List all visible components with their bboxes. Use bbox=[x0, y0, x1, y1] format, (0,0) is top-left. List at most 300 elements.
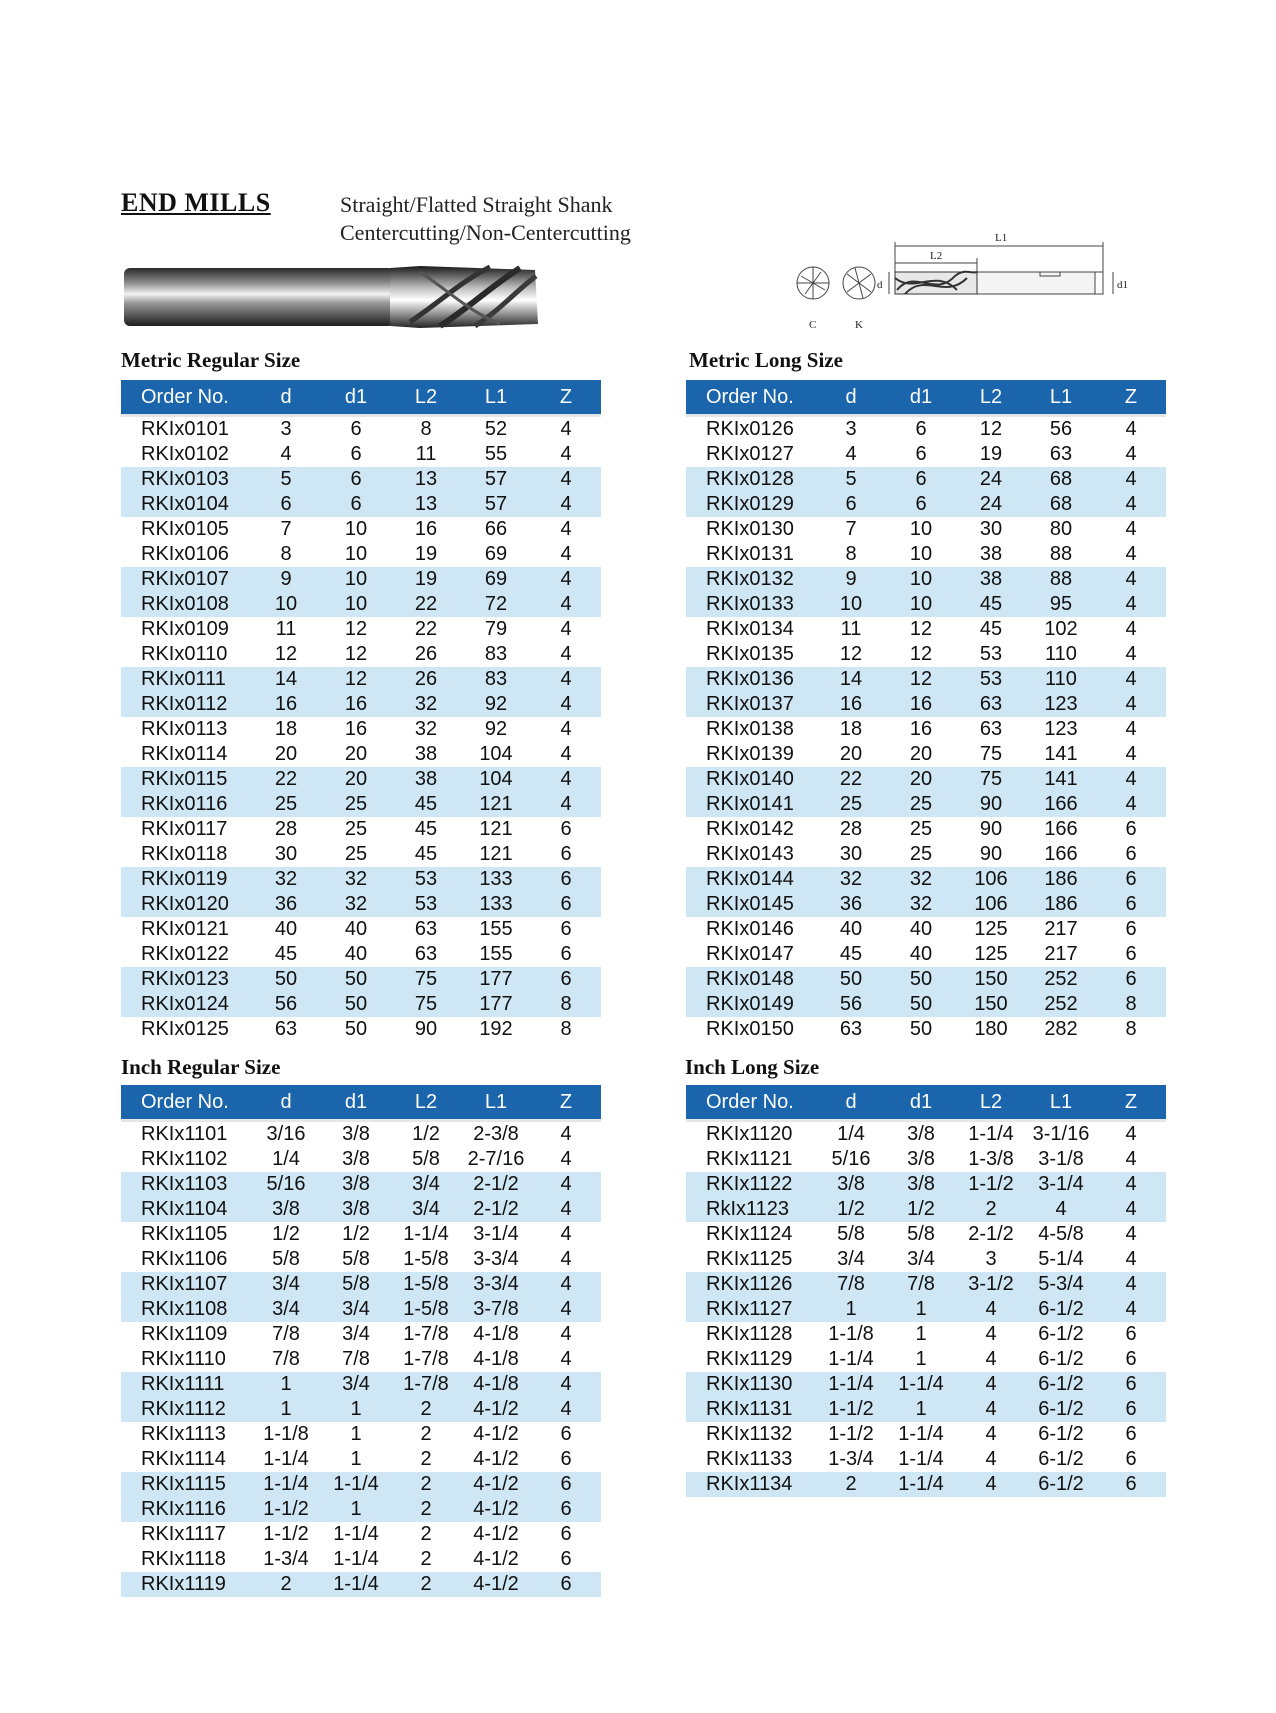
table-cell: 1-1/4 bbox=[816, 1372, 886, 1397]
table-cell: 6 bbox=[1096, 892, 1166, 917]
table-cell: 3-7/8 bbox=[461, 1297, 531, 1322]
table-row bbox=[121, 667, 601, 692]
table-cell: 4 bbox=[560, 618, 572, 640]
table-cell: 56 bbox=[251, 992, 321, 1017]
table-cell: 125 bbox=[974, 918, 1008, 940]
table-cell: RKIx0119 bbox=[121, 867, 251, 892]
table-cell: 45 bbox=[414, 843, 438, 865]
table-cell: RKIx0128 bbox=[686, 467, 816, 492]
table-cell: RKIx0125 bbox=[141, 1018, 229, 1040]
table-cell: 141 bbox=[1044, 743, 1078, 765]
table-cell: 53 bbox=[956, 667, 1026, 692]
table-cell: 88 bbox=[1026, 567, 1096, 592]
table-cell: RKIx1119 bbox=[121, 1572, 251, 1597]
table-cell: RKIx1128 bbox=[706, 1323, 793, 1345]
table-cell: 3/8 bbox=[342, 1148, 370, 1170]
table-row bbox=[686, 717, 1166, 742]
table-cell: 66 bbox=[484, 518, 508, 540]
table-cell: RKIx0129 bbox=[686, 492, 816, 517]
table-cell: 3/8 bbox=[886, 1172, 956, 1197]
table-cell: 26 bbox=[391, 667, 461, 692]
table-row bbox=[121, 992, 601, 1017]
table-cell: 28 bbox=[274, 818, 298, 840]
table-cell: 1-1/4 bbox=[333, 1548, 379, 1570]
table-cell: 4-1/2 bbox=[473, 1548, 519, 1570]
table-row bbox=[686, 617, 1166, 642]
table-cell: 22 bbox=[391, 592, 461, 617]
table-cell: RKIx1113 bbox=[141, 1423, 226, 1445]
table-cell: 6 bbox=[560, 818, 572, 840]
table-cell: 4 bbox=[531, 1297, 601, 1322]
table-cell: 25 bbox=[321, 792, 391, 817]
table-cell: RKIx0124 bbox=[121, 992, 251, 1017]
table-cell: 3 bbox=[845, 418, 857, 440]
table-cell: 11 bbox=[840, 618, 862, 640]
table-cell: 16 bbox=[909, 718, 933, 740]
table-cell: 63 bbox=[1049, 443, 1073, 465]
table-cell: RKIx1131 bbox=[686, 1397, 816, 1422]
table-cell: 2 bbox=[391, 1397, 461, 1422]
table-cell: 3 bbox=[280, 418, 292, 440]
table-row bbox=[686, 1247, 1166, 1272]
table-cell: 7/8 bbox=[886, 1272, 956, 1297]
table-cell: 3/4 bbox=[251, 1297, 321, 1322]
table-row bbox=[686, 592, 1166, 617]
table-cell: 4-1/2 bbox=[473, 1423, 519, 1445]
table-cell: 25 bbox=[909, 818, 933, 840]
table-row bbox=[686, 892, 1166, 917]
table-row bbox=[686, 917, 1166, 942]
table-header-row bbox=[686, 380, 1166, 416]
table-cell: 4 bbox=[560, 443, 572, 465]
end-mill-photo bbox=[120, 262, 540, 332]
table-row bbox=[121, 1397, 601, 1422]
table-cell: 6 bbox=[1125, 1323, 1137, 1345]
table-row bbox=[686, 492, 1166, 517]
table-cell: 4 bbox=[1096, 692, 1166, 717]
table-cell: 1 bbox=[321, 1397, 391, 1422]
table-cell: RKIx1114 bbox=[141, 1448, 226, 1470]
table-cell: 32 bbox=[886, 867, 956, 892]
table-row bbox=[686, 742, 1166, 767]
table-cell: 166 bbox=[1044, 843, 1078, 865]
table-row bbox=[121, 917, 601, 942]
label-L1: L1 bbox=[995, 232, 1008, 244]
table-cell: 55 bbox=[484, 443, 508, 465]
table-cell: 25 bbox=[251, 792, 321, 817]
table-cell: RKIx0140 bbox=[686, 767, 816, 792]
table-cell: RKIx0138 bbox=[706, 718, 794, 740]
table-cell: 1/4 bbox=[272, 1148, 300, 1170]
table-row bbox=[121, 416, 601, 443]
table-cell: 4 bbox=[1096, 1172, 1166, 1197]
table-cell: 1-1/4 bbox=[263, 1448, 309, 1470]
table-cell: 2 bbox=[420, 1448, 432, 1470]
table-cell: 10 bbox=[321, 592, 391, 617]
table-cell: 155 bbox=[479, 943, 513, 965]
table-cell: 6 bbox=[1125, 1423, 1137, 1445]
table-row bbox=[121, 492, 601, 517]
table-cell: 32 bbox=[391, 692, 461, 717]
column-header: L2 bbox=[956, 380, 1026, 416]
table-cell: 1-1/4 bbox=[828, 1348, 874, 1370]
table-row bbox=[121, 517, 601, 542]
table-cell: 4 bbox=[1096, 667, 1166, 692]
table-cell: 12 bbox=[274, 643, 298, 665]
table-metric-regular bbox=[121, 380, 601, 1042]
table-cell: 32 bbox=[251, 867, 321, 892]
table-cell: 6 bbox=[560, 1548, 572, 1570]
table-cell: 4 bbox=[956, 1372, 1026, 1397]
table-cell: 150 bbox=[956, 967, 1026, 992]
table-cell: RKIx0109 bbox=[141, 618, 229, 640]
table-cell: 1-3/4 bbox=[263, 1548, 309, 1570]
table-cell: 3 bbox=[985, 1248, 997, 1270]
table-cell: 40 bbox=[909, 943, 933, 965]
table-row bbox=[121, 792, 601, 817]
table-row bbox=[121, 1347, 601, 1372]
table-cell: RKIx1129 bbox=[706, 1348, 793, 1370]
table-cell: 45 bbox=[391, 792, 461, 817]
table-cell: 6-1/2 bbox=[1038, 1448, 1084, 1470]
table-cell: 1 bbox=[251, 1397, 321, 1422]
table-row bbox=[686, 1372, 1166, 1397]
table-cell: 4-1/8 bbox=[473, 1323, 519, 1345]
table-cell: RKIx0143 bbox=[706, 843, 794, 865]
table-row bbox=[121, 842, 601, 867]
section-title-inch-regular: Inch Regular Size bbox=[121, 1055, 281, 1079]
table-cell: 150 bbox=[956, 992, 1026, 1017]
table-cell: 4 bbox=[560, 743, 572, 765]
table-cell: RKIx1125 bbox=[706, 1248, 793, 1270]
table-cell: 50 bbox=[816, 967, 886, 992]
table-cell: 6 bbox=[1125, 1348, 1137, 1370]
table-cell: RKIx1116 bbox=[121, 1497, 251, 1522]
table-cell: 32 bbox=[321, 892, 391, 917]
table-cell: 5-3/4 bbox=[1026, 1272, 1096, 1297]
table-cell: RkIx1123 bbox=[686, 1197, 816, 1222]
column-header: d1 bbox=[886, 1085, 956, 1121]
table-cell: 4 bbox=[560, 418, 572, 440]
table-row bbox=[121, 1322, 601, 1347]
table-cell: 4 bbox=[531, 492, 601, 517]
table-cell: 133 bbox=[461, 892, 531, 917]
table-cell: 10 bbox=[909, 543, 933, 565]
table-cell: RKIx1107 bbox=[121, 1272, 251, 1297]
table-cell: RKIx1104 bbox=[121, 1197, 251, 1222]
table-cell: 69 bbox=[461, 567, 531, 592]
table-cell: 4 bbox=[560, 1148, 572, 1170]
table-cell: 36 bbox=[251, 892, 321, 917]
table-cell: 75 bbox=[391, 992, 461, 1017]
table-cell: 3/16 bbox=[266, 1123, 306, 1145]
table-cell: 1-1/4 bbox=[251, 1472, 321, 1497]
table-row bbox=[121, 1222, 601, 1247]
table-cell: RKIx0108 bbox=[121, 592, 251, 617]
table-cell: 6 bbox=[1125, 818, 1137, 840]
column-header: L2 bbox=[391, 380, 461, 416]
table-cell: 1-1/8 bbox=[263, 1423, 309, 1445]
table-cell: 8 bbox=[280, 543, 292, 565]
column-header: d1 bbox=[321, 380, 391, 416]
table-cell: 4-1/2 bbox=[461, 1572, 531, 1597]
table-cell: 1-5/8 bbox=[391, 1297, 461, 1322]
column-header: Z bbox=[1096, 1085, 1166, 1121]
column-header: d bbox=[816, 1085, 886, 1121]
table-cell: 18 bbox=[274, 718, 298, 740]
table-cell: 1-1/4 bbox=[321, 1472, 391, 1497]
table-cell: 186 bbox=[1026, 892, 1096, 917]
table-cell: 88 bbox=[1049, 543, 1073, 565]
column-header: Order No. bbox=[686, 380, 816, 416]
section-title-metric-regular: Metric Regular Size bbox=[121, 348, 301, 372]
table-cell: 25 bbox=[886, 792, 956, 817]
table-cell: 4-5/8 bbox=[1038, 1223, 1084, 1245]
table-cell: 4 bbox=[1026, 1197, 1096, 1222]
table-cell: RKIx1126 bbox=[686, 1272, 816, 1297]
table-cell: 5/8 bbox=[837, 1223, 865, 1245]
table-cell: 1 bbox=[321, 1497, 391, 1522]
table-row bbox=[121, 1422, 601, 1447]
table-cell: 63 bbox=[414, 918, 438, 940]
table-row bbox=[686, 442, 1166, 467]
table-cell: 3/8 bbox=[816, 1172, 886, 1197]
table-cell: 3/4 bbox=[837, 1248, 865, 1270]
table-cell: 16 bbox=[886, 692, 956, 717]
table-cell: 7/8 bbox=[816, 1272, 886, 1297]
table-row bbox=[686, 1447, 1166, 1472]
table-cell: 22 bbox=[414, 618, 438, 640]
table-cell: RKIx0150 bbox=[706, 1018, 794, 1040]
table-cell: 5/16 bbox=[831, 1148, 871, 1170]
table-cell: 6 bbox=[1125, 918, 1137, 940]
table-cell: 6 bbox=[560, 843, 572, 865]
table-cell: 5/8 bbox=[907, 1223, 935, 1245]
column-header: L1 bbox=[461, 380, 531, 416]
table-cell: 92 bbox=[461, 692, 531, 717]
table-cell: 110 bbox=[1026, 667, 1096, 692]
table-cell: 121 bbox=[479, 843, 513, 865]
table-cell: RKIx0114 bbox=[141, 743, 228, 765]
table-cell: RKIx0144 bbox=[686, 867, 816, 892]
table-cell: 133 bbox=[461, 867, 531, 892]
table-cell: 12 bbox=[909, 643, 933, 665]
table-cell: RKIx1118 bbox=[141, 1548, 226, 1570]
table-row bbox=[121, 1017, 601, 1042]
section-title-inch-long: Inch Long Size bbox=[685, 1055, 820, 1079]
table-row bbox=[121, 1372, 601, 1397]
table-cell: 19 bbox=[414, 543, 438, 565]
table-cell: RKIx1115 bbox=[121, 1472, 251, 1497]
table-cell: 4 bbox=[531, 1397, 601, 1422]
table-cell: 38 bbox=[414, 743, 438, 765]
table-cell: 12 bbox=[909, 618, 933, 640]
table-cell: 10 bbox=[816, 592, 886, 617]
table-cell: 20 bbox=[274, 743, 298, 765]
table-cell: 63 bbox=[956, 692, 1026, 717]
table-cell: RKIx1117 bbox=[141, 1523, 226, 1545]
table-cell: 24 bbox=[956, 492, 1026, 517]
table-cell: 125 bbox=[974, 943, 1008, 965]
table-cell: 6 bbox=[531, 867, 601, 892]
table-cell: 4 bbox=[531, 467, 601, 492]
table-cell: 2 bbox=[420, 1548, 432, 1570]
table-row bbox=[686, 1347, 1166, 1372]
label-C: C bbox=[809, 319, 817, 331]
table-row bbox=[121, 1472, 601, 1497]
table-row bbox=[686, 992, 1166, 1017]
table-cell: 1-1/2 bbox=[263, 1523, 309, 1545]
table-cell: 6-1/2 bbox=[1038, 1323, 1084, 1345]
table-cell: RKIx0104 bbox=[121, 492, 251, 517]
table-row bbox=[686, 542, 1166, 567]
table-cell: 90 bbox=[956, 792, 1026, 817]
table-cell: 2 bbox=[816, 1472, 886, 1497]
table-cell: 4 bbox=[1096, 492, 1166, 517]
table-cell: RKIx0122 bbox=[141, 943, 229, 965]
table-cell: 11 bbox=[415, 443, 437, 465]
column-header: d bbox=[816, 380, 886, 416]
table-cell: 3/4 bbox=[321, 1372, 391, 1397]
table-cell: 6 bbox=[560, 1523, 572, 1545]
table-row bbox=[686, 792, 1166, 817]
table-cell: RKIx0137 bbox=[686, 692, 816, 717]
table-cell: 4-1/8 bbox=[473, 1348, 519, 1370]
table-cell: 4 bbox=[1125, 418, 1137, 440]
table-cell: 12 bbox=[344, 643, 368, 665]
column-header: L1 bbox=[461, 1085, 531, 1121]
table-cell: 92 bbox=[484, 718, 508, 740]
table-cell: 20 bbox=[909, 743, 933, 765]
table-cell: 9 bbox=[816, 567, 886, 592]
table-cell: RKIx0120 bbox=[121, 892, 251, 917]
table-row bbox=[686, 1017, 1166, 1042]
table-cell: 3/4 bbox=[391, 1172, 461, 1197]
table-cell: 4 bbox=[531, 592, 601, 617]
table-cell: 123 bbox=[1044, 718, 1078, 740]
table-row bbox=[686, 517, 1166, 542]
table-cell: 1/2 bbox=[886, 1197, 956, 1222]
table-cell: 1-1/4 bbox=[968, 1123, 1014, 1145]
table-cell: 40 bbox=[344, 918, 368, 940]
table-cell: 252 bbox=[1026, 967, 1096, 992]
table-cell: 1 bbox=[915, 1323, 927, 1345]
table-cell: 8 bbox=[531, 992, 601, 1017]
column-header: L2 bbox=[391, 1085, 461, 1121]
table-cell: RKIx0117 bbox=[141, 818, 228, 840]
page-subtitle bbox=[340, 191, 631, 247]
table-cell: 22 bbox=[816, 767, 886, 792]
table-cell: 121 bbox=[479, 818, 513, 840]
table-cell: 38 bbox=[956, 567, 1026, 592]
table-cell: 3-1/2 bbox=[956, 1272, 1026, 1297]
column-header: Order No. bbox=[121, 1085, 251, 1121]
column-header: Order No. bbox=[121, 380, 251, 416]
table-cell: 217 bbox=[1044, 918, 1078, 940]
table-cell: 3/8 bbox=[342, 1123, 370, 1145]
table-cell: 20 bbox=[321, 767, 391, 792]
table-cell: 5 bbox=[251, 467, 321, 492]
table-cell: 2-3/8 bbox=[473, 1123, 519, 1145]
table-cell: 3-1/16 bbox=[1032, 1123, 1090, 1145]
table-cell: 4-1/2 bbox=[473, 1523, 519, 1545]
table-cell: 68 bbox=[1026, 467, 1096, 492]
table-cell: 30 bbox=[839, 843, 863, 865]
table-cell: 4 bbox=[531, 667, 601, 692]
table-cell: RKIx0145 bbox=[686, 892, 816, 917]
table-cell: 6 bbox=[1125, 1448, 1137, 1470]
table-header-row bbox=[121, 1085, 601, 1121]
table-cell: RKIx1110 bbox=[141, 1348, 226, 1370]
table-cell: 6 bbox=[1096, 1472, 1166, 1497]
table-cell: 3/8 bbox=[321, 1197, 391, 1222]
table-cell: 5 bbox=[816, 467, 886, 492]
table-cell: 1-1/4 bbox=[403, 1223, 449, 1245]
table-cell: RKIx1130 bbox=[686, 1372, 816, 1397]
label-K: K bbox=[855, 319, 863, 331]
table-cell: 19 bbox=[391, 567, 461, 592]
table-cell: 50 bbox=[909, 1018, 933, 1040]
table-cell: 6 bbox=[1096, 1372, 1166, 1397]
table-inch-regular bbox=[121, 1085, 601, 1597]
table-cell: RKIx0148 bbox=[686, 967, 816, 992]
table-row bbox=[121, 1147, 601, 1172]
table-cell: 106 bbox=[956, 892, 1026, 917]
table-row bbox=[686, 567, 1166, 592]
table-row bbox=[686, 692, 1166, 717]
table-row bbox=[121, 717, 601, 742]
table-cell: RKIx1108 bbox=[121, 1297, 251, 1322]
table-cell: 123 bbox=[1026, 692, 1096, 717]
table-row bbox=[686, 1172, 1166, 1197]
table-cell: 1 bbox=[816, 1297, 886, 1322]
table-cell: 166 bbox=[1044, 818, 1078, 840]
table-cell: 3/8 bbox=[907, 1148, 935, 1170]
table-row bbox=[121, 767, 601, 792]
table-cell: 32 bbox=[414, 718, 438, 740]
table-cell: 75 bbox=[979, 743, 1003, 765]
table-cell: RKIx0132 bbox=[686, 567, 816, 592]
table-row bbox=[121, 692, 601, 717]
table-cell: 2 bbox=[391, 1497, 461, 1522]
table-cell: 8 bbox=[1096, 992, 1166, 1017]
table-cell: RKIx0106 bbox=[141, 543, 229, 565]
table-cell: 1/2 bbox=[816, 1197, 886, 1222]
table-cell: 1-3/8 bbox=[968, 1148, 1014, 1170]
table-cell: 4-1/2 bbox=[461, 1472, 531, 1497]
table-cell: 6 bbox=[886, 492, 956, 517]
table-metric-long bbox=[686, 380, 1166, 1042]
table-row bbox=[121, 867, 601, 892]
table-row bbox=[121, 1522, 601, 1547]
table-cell: RKIx0142 bbox=[706, 818, 794, 840]
table-cell: 155 bbox=[479, 918, 513, 940]
table-cell: RKIx0141 bbox=[686, 792, 816, 817]
table-cell: 1/2 bbox=[412, 1123, 440, 1145]
table-cell: 12 bbox=[979, 418, 1003, 440]
table-cell: 26 bbox=[414, 643, 438, 665]
table-row bbox=[686, 1197, 1166, 1222]
table-cell: 63 bbox=[414, 943, 438, 965]
table-cell: 3/4 bbox=[251, 1272, 321, 1297]
table-row bbox=[686, 1272, 1166, 1297]
table-cell: 50 bbox=[886, 967, 956, 992]
table-cell: 6 bbox=[531, 892, 601, 917]
table-cell: 4 bbox=[531, 692, 601, 717]
table-cell: 10 bbox=[321, 567, 391, 592]
table-cell: RKIx0147 bbox=[706, 943, 794, 965]
table-cell: RKIx1121 bbox=[706, 1148, 793, 1170]
